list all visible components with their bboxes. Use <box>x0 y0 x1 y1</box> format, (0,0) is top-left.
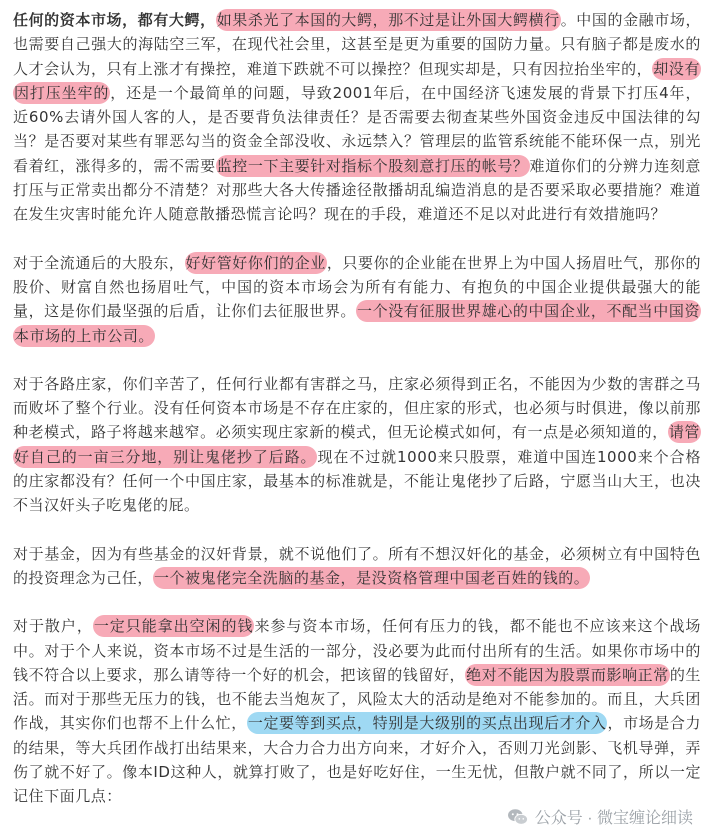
paragraph-gap <box>13 518 701 542</box>
highlight-text: 一个被鬼佬完全洗脑的基金，是没资格管理中国老百姓的钱的。 <box>153 568 590 587</box>
paragraph-funds <box>13 542 701 591</box>
highlight-text: 监控一下主要针对指标个股刻意打压的帐号？ <box>216 156 529 175</box>
paragraph-gap <box>13 348 701 372</box>
paragraph-gap <box>13 227 701 251</box>
watermark <box>507 805 693 828</box>
paragraph-lead: 任何的资本市场，都有大鳄， <box>13 11 216 29</box>
paragraph-text: ，还是一个最简单的问题，导致2001年后，在中国经济飞速发展的背景下打压4年，近60%去请外国人客的人，是否要背负法律责任？是否需要去彻查某些外国资金违反中国法律的勾当？是否要对某些有罪恶勾当的资金全部没收、永远禁入？管理层的监管系统能不能环保一点，别光看着红，涨得多的，需不需要 <box>13 83 701 175</box>
highlight-text: 如果杀光了本国的大鳄，那不过是让外国大鳄横行 <box>216 11 560 29</box>
paragraph-text: 对于基金，因为有些基金的汉奸背景，就不说他们了。所有不想汉奸化的基金，必须树立有中国特色的投资理念为己任， <box>13 544 701 587</box>
paragraph-text: 来参与资本市场，任何有压力的钱，都不能也不应该来这个战场中。对于个人来说，资本市场不过是生活的一部分，没必要为此而付出所有的生活。如果你市场中的钱不符合以上要求，那么请等待一个好的机会，把该留的钱留好， <box>13 617 701 684</box>
paragraph-big-players <box>13 8 701 227</box>
watermark-text: 公众号 · 微宝缠论细读 <box>534 810 693 827</box>
paragraph-text: 的生活。而对于那些无压力的钱，也不能去当炮灰了，风险太大的活动是绝对不能参加的。而且，大兵团作战，其实你们也帮不上什么忙， <box>13 665 702 733</box>
highlight-text: 好好管好你们的企业 <box>185 253 326 272</box>
paragraph-text: 。中国的金融市场，也需要自己强大的海陆空三军，在现代社会里，这甚至是更为重要的国防力量。只有脑子都是废水的人才会认为，只有上涨才有操控，难道下跌就不可以操控？但现实却是，只有因拉抬坐牢的， <box>13 11 702 78</box>
paragraph-text: ，市场是合力的结果，等大兵团作战打出结果来，大合力合力出方向来，才好介入，否则刀光剑影、飞机导弹，弄伤了就不好了。像本ID这种人，就算打败了，也是好吃好住，一生无忧，但散户就不同了，所以一定记住下面几点： <box>13 714 701 806</box>
highlight-text: 绝对不能因为股票而影响正常 <box>466 665 669 684</box>
paragraph-text: ，只要你的企业能在世界上为中国人扬眉吐气，那你的股价、财富自然也扬眉吐气，中国的资本市场会为所有有能力、有抱负的中国企业提供最强大的能量，这是你们最坚强的后盾，让你们去征服世界。 <box>13 253 701 321</box>
paragraph-retail <box>13 614 701 808</box>
paragraph-text: 对于散户， <box>13 617 93 636</box>
highlight-text: 一个没有征服世界雄心的中国企业，不配当中国资本市场的上市公司。 <box>14 302 700 345</box>
highlight-text: 一定只能拿出空闲的钱 <box>93 617 254 636</box>
highlight-text: 一定要等到买点，特别是大级别的买点出现后才介入 <box>247 714 607 733</box>
highlight-text: 却没有因打压坐牢的 <box>14 59 700 102</box>
paragraph-text: 现在不过就1000来只股票，难道中国连1000来个合格的庄家都没有？任何一个中国庄家，最基本的标准就是，不能让鬼佬抄了后路，宁愿当山大王，也决不当汉奸头子吃鬼佬的屁。 <box>13 447 702 515</box>
paragraph-text: 难道你们的分辨力连刻意打压与正常卖出都分不清楚？对那些大各大传播途径散播胡乱编造消息的是否要采取必要措施？难道在发生灾害时能允许人随意散播恐慌言论吗？现在的手段，难道还不足以对此进行有效措施吗？ <box>13 156 701 224</box>
paragraph-gap <box>13 590 701 614</box>
article-body <box>13 8 701 809</box>
paragraph-text: 对于全流通后的大股东， <box>13 253 185 272</box>
highlight-text: 请管好自己的一亩三分地，别让鬼佬抄了后路。 <box>14 423 700 466</box>
paragraph-text: 对于各路庄家，你们辛苦了，任何行业都有害群之马，庄家必须得到正名，不能因为少数的害群之马而败坏了整个行业。没有任何资本市场是不存在庄家的，但庄家的形式，也必须与时俱进，像以前那种老模式，路子将越来越窄。必须实现庄家新的模式，但无论模式如何，有一点是必须知道的， <box>13 374 701 442</box>
paragraph-market-makers <box>13 372 701 518</box>
paragraph-shareholders <box>13 251 701 348</box>
wechat-icon <box>507 807 529 827</box>
